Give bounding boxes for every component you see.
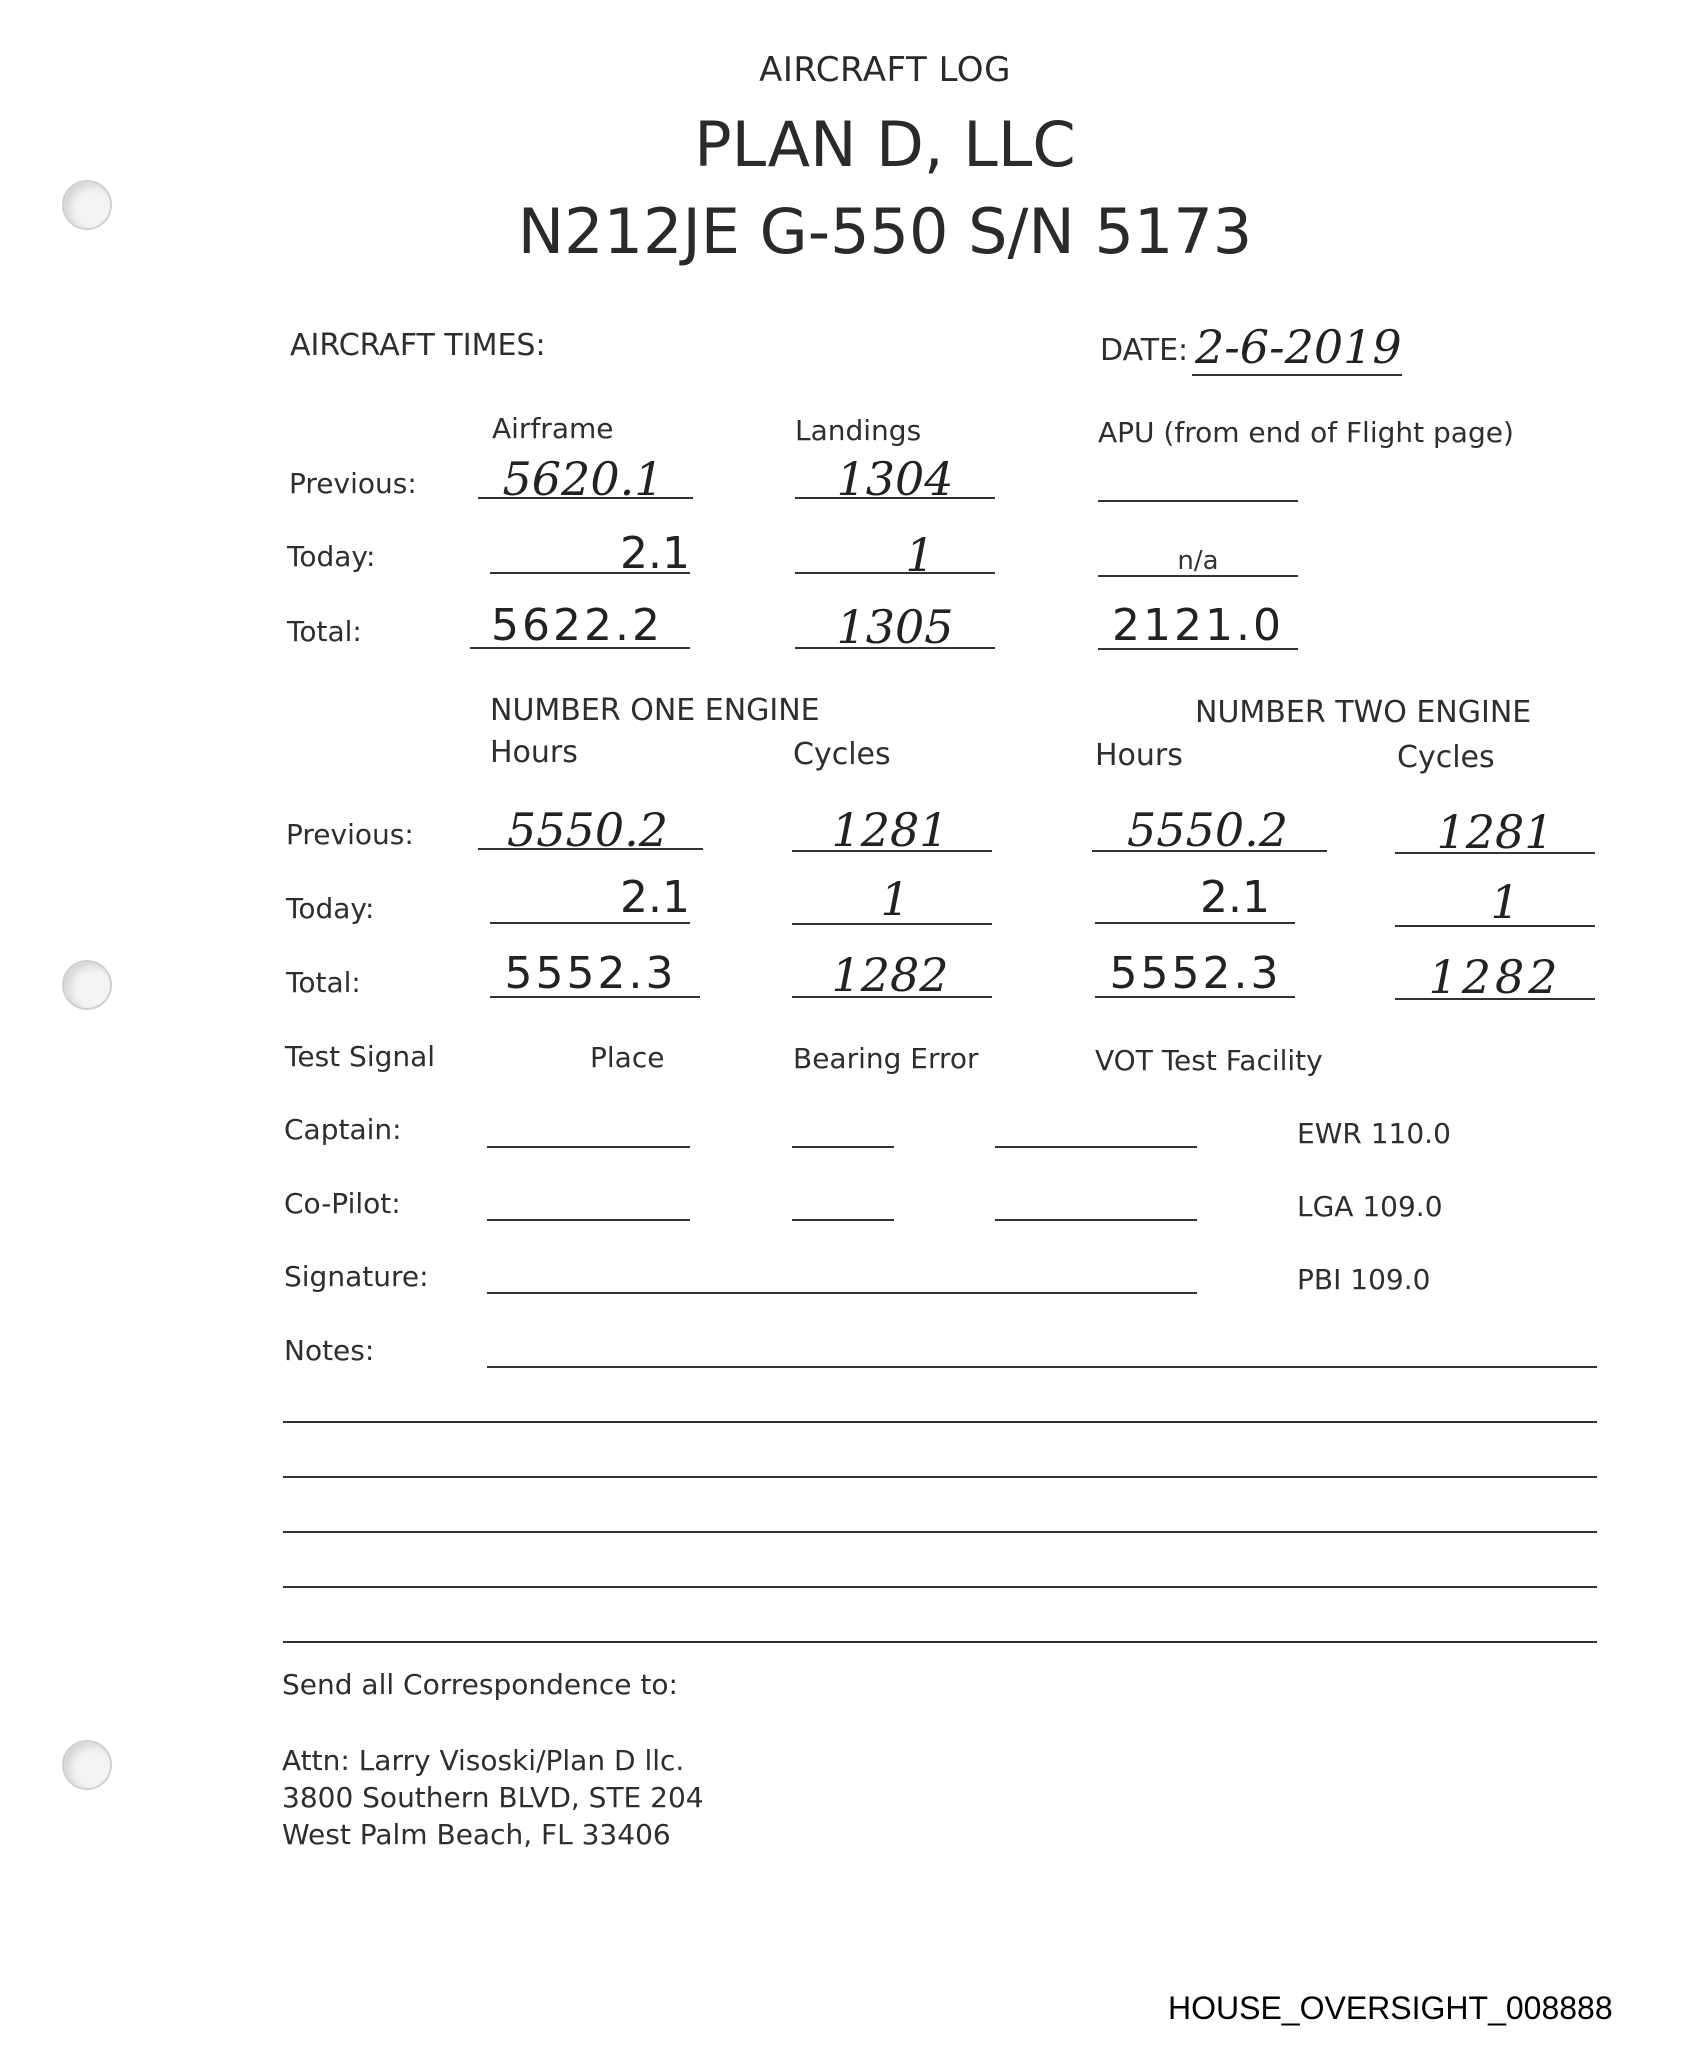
- airframe-total-line: [470, 647, 690, 649]
- facility-pbi: PBI 109.0: [1297, 1263, 1431, 1296]
- engine-two-title: NUMBER TWO ENGINE: [1195, 695, 1532, 730]
- aircraft-times-label: AIRCRAFT TIMES:: [290, 328, 546, 363]
- airframe-today-line: [490, 572, 690, 574]
- engine-one-title: NUMBER ONE ENGINE: [490, 693, 820, 728]
- e2-cycles-total: 1282: [1428, 950, 1562, 1004]
- facility-ewr: EWR 110.0: [1297, 1117, 1451, 1150]
- log-title: AIRCRAFT LOG: [759, 50, 1011, 90]
- engine-one-cycles-header: Cycles: [793, 737, 891, 772]
- landings-today: 1: [905, 528, 935, 582]
- e1-cycles-today: 1: [880, 872, 910, 926]
- e2-hours-total: 5552.3: [1109, 948, 1282, 999]
- facility-lga: LGA 109.0: [1297, 1190, 1443, 1223]
- copilot-place-line: [487, 1219, 690, 1221]
- copilot-facility-line: [995, 1219, 1197, 1221]
- date-label: DATE:: [1100, 333, 1189, 368]
- notes-line-2: [283, 1421, 1597, 1423]
- date-value: 2-6-2019: [1195, 320, 1402, 374]
- e2-cycles-today: 1: [1490, 875, 1520, 929]
- bearing-error-header: Bearing Error: [793, 1042, 979, 1075]
- engine-two-cycles-header: Cycles: [1397, 740, 1495, 775]
- engines-today-label: Today:: [286, 892, 375, 925]
- airframe-previous-line: [478, 497, 693, 499]
- col-landings: Landings: [795, 414, 922, 447]
- e1-cycles-total: 1282: [831, 948, 949, 1002]
- landings-previous-line: [795, 497, 995, 499]
- apu-previous-line: [1098, 500, 1298, 502]
- engines-total-label: Total:: [286, 966, 361, 999]
- notes-line-6: [283, 1641, 1597, 1643]
- signature-line: [487, 1292, 1197, 1294]
- place-header: Place: [590, 1041, 665, 1074]
- notes-label: Notes:: [284, 1334, 375, 1367]
- notes-line-1: [487, 1366, 1597, 1368]
- captain-place-line: [487, 1146, 690, 1148]
- e2-hours-today: 2.1: [1200, 872, 1270, 923]
- e1-hours-total: 5552.3: [504, 948, 677, 999]
- e1-hours-total-line: [490, 996, 700, 998]
- apu-today: n/a: [1177, 546, 1219, 576]
- binder-hole-middle: [62, 960, 112, 1010]
- bates-number: HOUSE_OVERSIGHT_008888: [1168, 1990, 1613, 2026]
- correspondence-line-2: 3800 Southern BLVD, STE 204: [282, 1781, 704, 1814]
- copilot-label: Co-Pilot:: [284, 1187, 401, 1220]
- correspondence-line-1: Attn: Larry Visoski/Plan D llc.: [282, 1744, 685, 1777]
- vot-facility-header: VOT Test Facility: [1095, 1044, 1323, 1077]
- apu-total: 2121.0: [1112, 600, 1284, 651]
- col-apu: APU (from end of Flight page): [1098, 416, 1514, 449]
- correspondence-heading: Send all Correspondence to:: [282, 1668, 678, 1701]
- correspondence-line-3: West Palm Beach, FL 33406: [282, 1818, 671, 1851]
- apu-today-line: [1098, 575, 1298, 577]
- notes-line-4: [283, 1531, 1597, 1533]
- e2-cycles-today-line: [1395, 925, 1595, 927]
- test-signal-label: Test Signal: [285, 1040, 436, 1073]
- landings-total-line: [795, 647, 995, 649]
- engine-two-hours-header: Hours: [1095, 738, 1183, 773]
- date-underline: [1192, 374, 1402, 376]
- e1-cycles-today-line: [792, 923, 992, 925]
- e2-cycles-previous: 1281: [1436, 805, 1554, 859]
- engines-previous-label: Previous:: [286, 818, 414, 851]
- e2-hours-today-line: [1095, 922, 1295, 924]
- captain-label: Captain:: [284, 1113, 402, 1146]
- e2-hours-previous: 5550.2: [1127, 803, 1288, 857]
- col-airframe: Airframe: [492, 412, 614, 445]
- captain-bearing-line: [792, 1146, 894, 1148]
- airframe-previous: 5620.1: [502, 452, 664, 506]
- binder-hole-bottom: [62, 1740, 112, 1790]
- landings-previous: 1304: [836, 452, 954, 506]
- e2-cycles-total-line: [1395, 998, 1595, 1000]
- aircraft-identifier: N212JE G-550 S/N 5173: [517, 195, 1253, 268]
- e2-cycles-previous-line: [1395, 852, 1595, 854]
- airframe-today: 2.1: [620, 528, 690, 579]
- notes-line-3: [283, 1476, 1597, 1478]
- landings-total: 1305: [836, 600, 954, 654]
- e2-hours-total-line: [1095, 996, 1295, 998]
- engine-one-hours-header: Hours: [490, 735, 578, 770]
- company-name: PLAN D, LLC: [694, 108, 1076, 181]
- times-today-label: Today:: [287, 540, 376, 573]
- times-previous-label: Previous:: [289, 467, 417, 500]
- e1-hours-previous-line: [478, 848, 703, 850]
- times-total-label: Total:: [287, 615, 362, 648]
- e1-cycles-previous: 1281: [831, 803, 949, 857]
- e1-cycles-total-line: [792, 996, 992, 998]
- copilot-bearing-line: [792, 1219, 894, 1221]
- captain-facility-line: [995, 1146, 1197, 1148]
- e1-cycles-previous-line: [792, 850, 992, 852]
- landings-today-line: [795, 572, 995, 574]
- e1-hours-previous: 5550.2: [507, 803, 668, 857]
- notes-line-5: [283, 1586, 1597, 1588]
- e1-hours-today: 2.1: [620, 872, 690, 923]
- e2-hours-previous-line: [1092, 850, 1327, 852]
- airframe-total: 5622.2: [491, 600, 663, 651]
- e1-hours-today-line: [490, 922, 690, 924]
- signature-label: Signature:: [284, 1260, 429, 1293]
- apu-total-line: [1098, 648, 1298, 650]
